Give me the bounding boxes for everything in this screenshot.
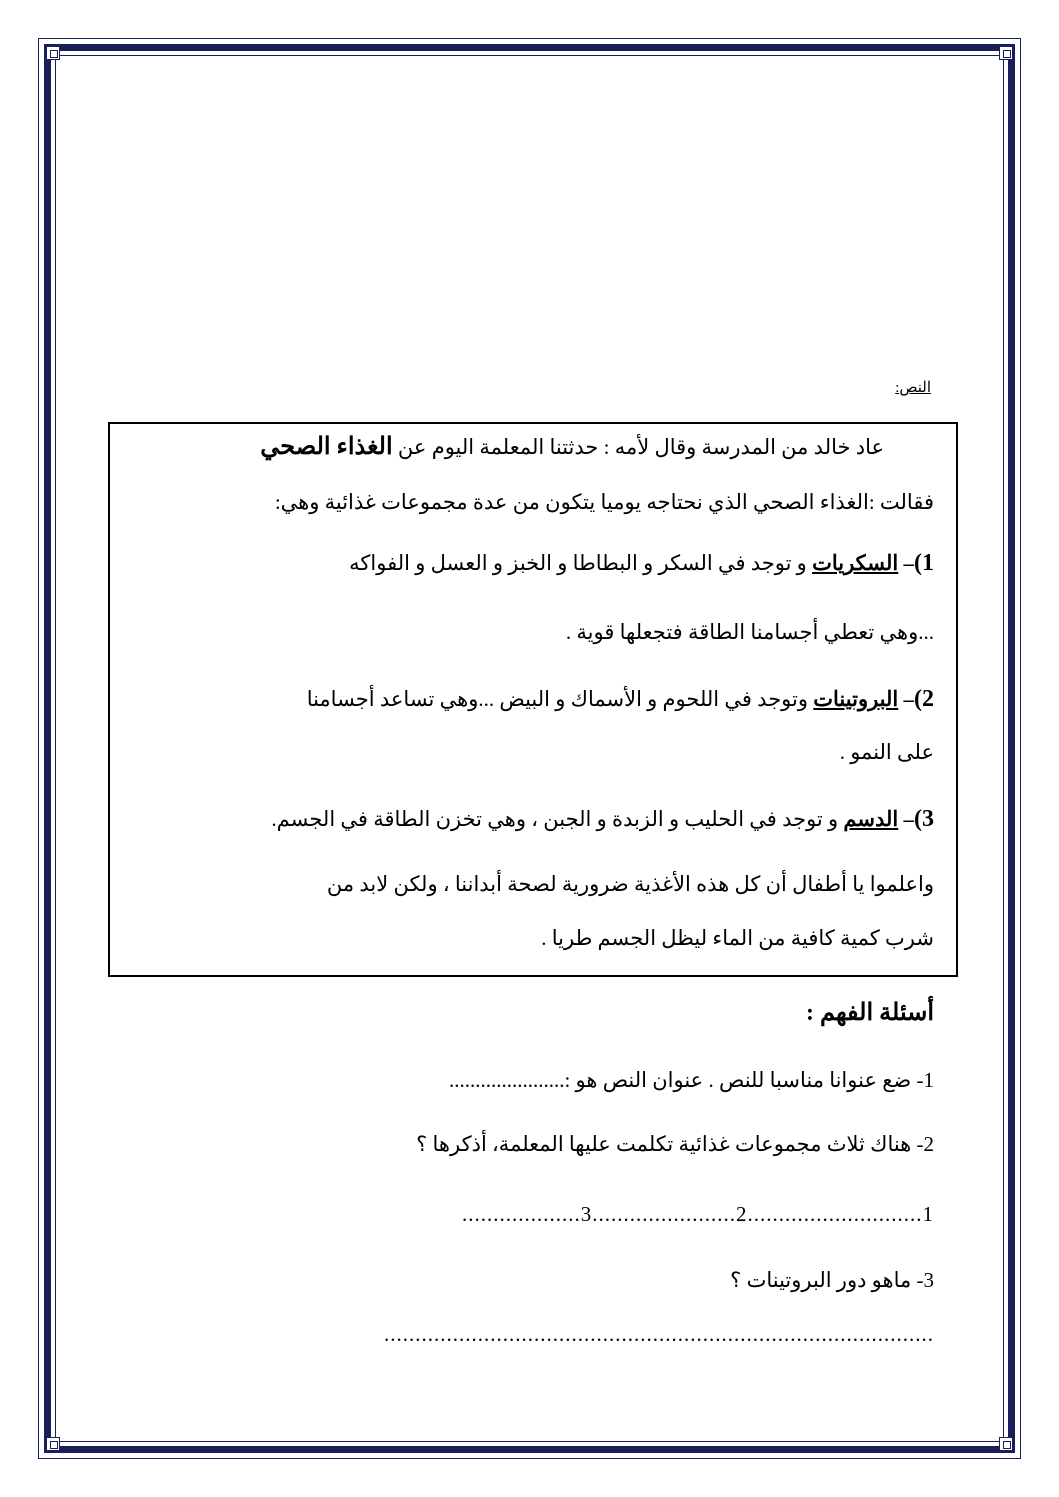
corner-ornament [999,1437,1013,1451]
item-sugars [125,550,934,577]
item-dash: – [898,807,914,831]
item-term: الدسم [843,807,899,831]
item-number: 3) [914,806,934,832]
item-fats [125,806,934,833]
passage-line-1 [125,432,934,461]
question-2: 2- هناك ثلاث مجموعات غذائية تكلمت عليها المعلمة، أذكرها ؟ [416,1132,934,1156]
passage-label: النص: [895,380,931,396]
item-proteins [125,686,934,713]
item-dash: – [898,551,914,575]
item-sugars-line2: ...وهي تعطي أجسامنا الطاقة فتجعلها قوية . [565,620,934,644]
item-term: السكريات [812,551,899,575]
item-dash: – [898,687,914,711]
questions-title: أسئلة الفهم : [806,1000,934,1026]
passage-closing-2: شرب كمية كافية من الماء ليظل الجسم طريا . [541,926,934,950]
question-1: 1- ضع عنوانا مناسبا للنص . عنوان النص هو :...................... [448,1068,934,1092]
corner-ornament [46,46,60,60]
item-proteins-line2: على النمو . [839,740,934,764]
passage-text: عاد خالد من المدرسة وقال لأمه : حدثتنا المعلمة اليوم عن [392,435,884,459]
item-text: و توجد في السكر و البطاطا و الخبز و العسل و الفواكه [349,551,813,575]
question-3: 3- ماهو دور البروتينات ؟ [730,1268,934,1292]
item-term: البروتينات [813,687,899,711]
item-text: و توجد في الحليب و الزبدة و الجبن ، وهي تخزن الطاقة في الجسم. [271,807,844,831]
corner-ornament [46,1437,60,1451]
passage-line-2: فقالت :الغذاء الصحي الذي نحتاجه يوميا يتكون من عدة مجموعات غذائية وهي: [274,490,934,514]
answer-line-q3: ........................................................................................ [384,1322,934,1346]
passage-bold-term: الغذاء الصحي [260,434,393,460]
corner-ornament [999,46,1013,60]
item-number: 2) [914,686,934,712]
item-number: 1) [914,550,934,576]
answer-line-q2: 1............................2.......................3................... [462,1202,934,1226]
passage-closing-1: واعلموا يا أطفال أن كل هذه الأغذية ضرورية لصحة أبداننا ، ولكن لابد من [326,872,934,896]
item-text: وتوجد في اللحوم و الأسماك و البيض ...وهي تساعد أجسامنا [306,687,814,711]
